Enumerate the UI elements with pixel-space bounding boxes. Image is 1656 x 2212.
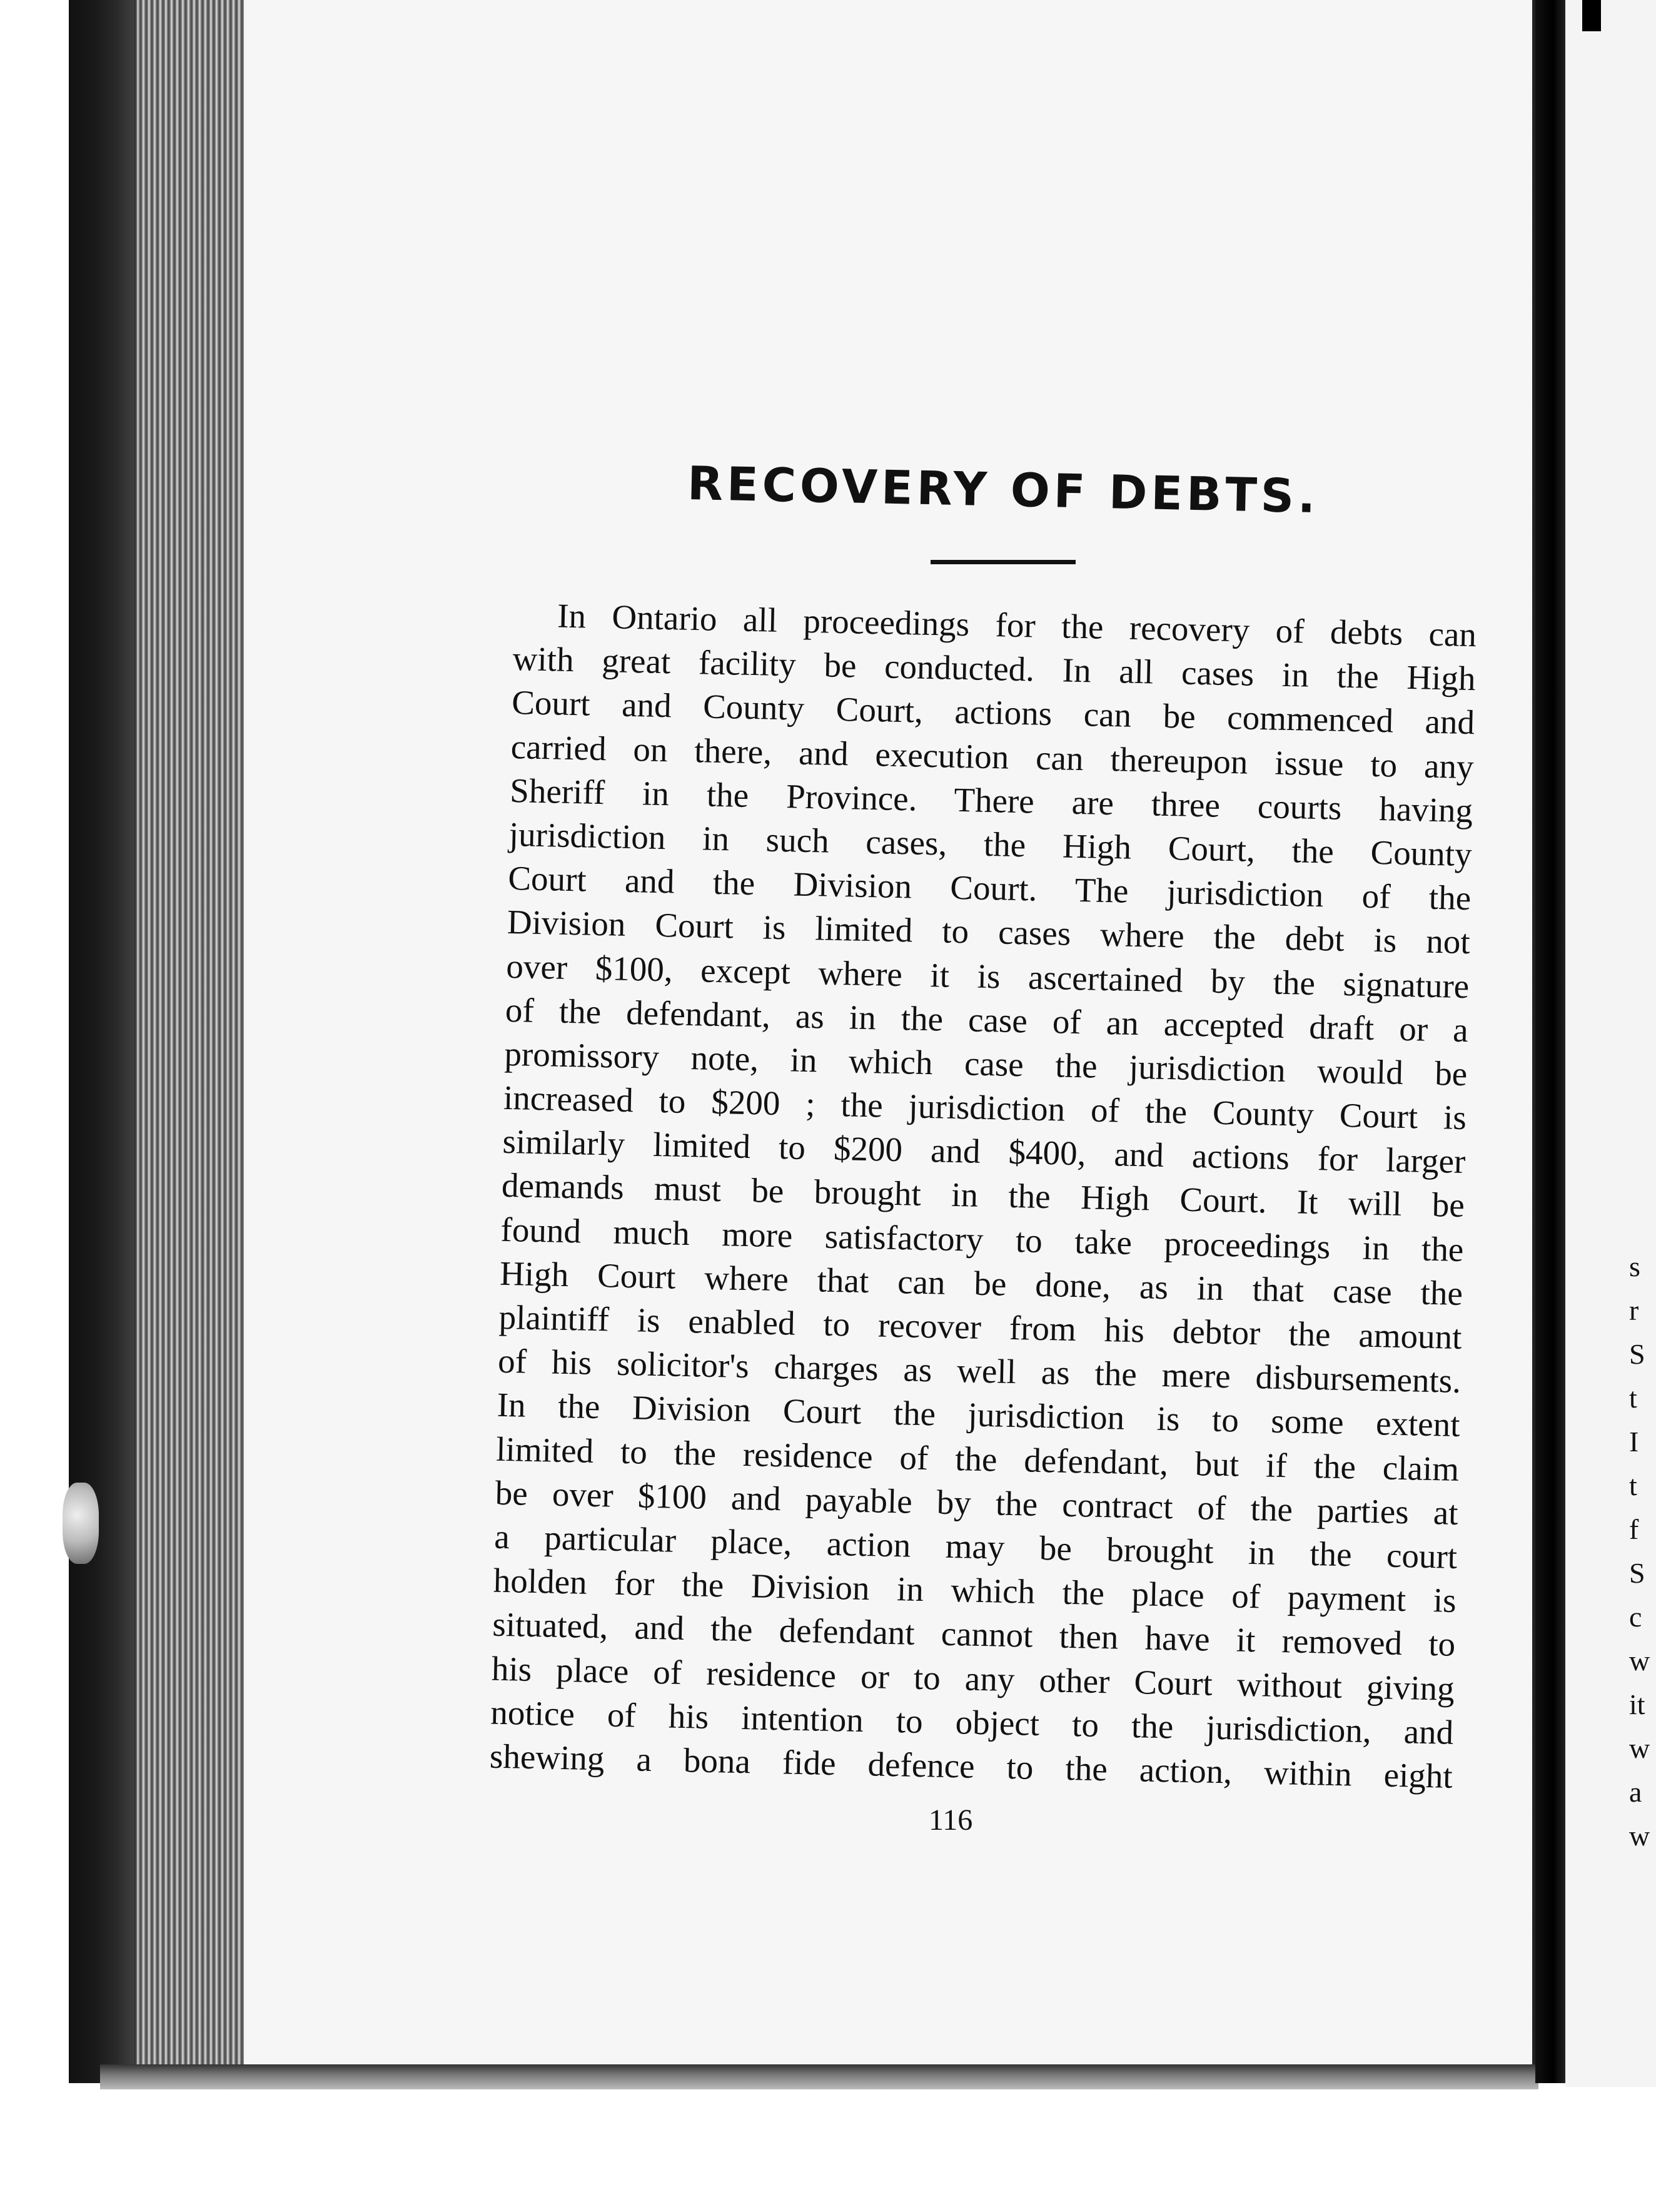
text-line: notice of his intention to object to the jurisdiction, and xyxy=(490,1693,1454,1752)
text-line: Court and County Court, actions can be commenced and xyxy=(511,683,1475,742)
text-line: Sheriff in the Province. There are three courts having xyxy=(509,771,1473,830)
text-line: situated, and the defendant cannot then have it removed to xyxy=(492,1605,1456,1664)
text-line: be over $100 and payable by the contract of the parties at xyxy=(495,1473,1459,1532)
facing-fragment: a xyxy=(1629,1776,1642,1808)
text-line: High Court where that can be done, as in that case the xyxy=(499,1254,1463,1312)
facing-fragment: it xyxy=(1629,1688,1645,1720)
page-bottom-shadow xyxy=(100,2064,1538,2089)
text-line: carried on there, and execution can thereupon issue to any xyxy=(510,727,1475,786)
text-line: limited to the residence of the defendant, but if the claim xyxy=(495,1429,1460,1488)
facing-fragment: w xyxy=(1629,1645,1650,1677)
text-line: with great facility be conducted. In all cases in the High xyxy=(512,639,1477,698)
book-left-edge xyxy=(0,0,156,2212)
facing-fragment: w xyxy=(1629,1732,1650,1764)
text-line: plaintiff is enabled to recover from his debtor the amount xyxy=(498,1297,1463,1356)
text-line: In Ontario all proceedings for the recovery of debts can xyxy=(557,596,1477,654)
page-stack-edge xyxy=(134,0,253,2089)
title-rule xyxy=(931,560,1076,564)
text-line: Division Court is limited to cases where the debt is not xyxy=(507,903,1471,961)
facing-fragment: I xyxy=(1629,1426,1639,1458)
text-line: shewing a bona fide defence to the action, within eight xyxy=(489,1737,1453,1795)
text-line: over $100, except where it is ascertained by the signature xyxy=(505,946,1470,1005)
text-line: jurisdiction in such cases, the High Court, the County xyxy=(508,814,1473,874)
text-line: a particular place, action may be brought in the court xyxy=(493,1517,1458,1576)
text-line: of his solicitor's charges as well as the mere disbursements. xyxy=(497,1341,1462,1401)
facing-fragment: r xyxy=(1629,1294,1639,1326)
facing-page-fragments xyxy=(1629,1245,1654,1858)
text-line: demands must be brought in the High Court. It will be xyxy=(501,1166,1465,1225)
text-line: increased to $200 ; the jurisdiction of the County Court is xyxy=(503,1078,1467,1137)
text-line: his place of residence or to any other Court without giving xyxy=(491,1649,1455,1708)
book-gutter xyxy=(1535,0,1565,2083)
facing-fragment: S xyxy=(1629,1557,1645,1589)
facing-fragment: f xyxy=(1629,1513,1639,1545)
facing-fragment: w xyxy=(1629,1820,1650,1852)
book-cover-edge xyxy=(69,0,138,2083)
body-text xyxy=(489,593,1477,1799)
facing-fragment: t xyxy=(1629,1469,1637,1501)
text-line: similarly limited to $200 and $400, and actions for larger xyxy=(502,1122,1466,1181)
text-line: promissory note, in which case the jurisdiction would be xyxy=(503,1034,1468,1093)
page-number: 116 xyxy=(929,1804,973,1837)
facing-fragment: S xyxy=(1629,1338,1645,1370)
scan-blemish xyxy=(63,1483,99,1564)
page-title: RECOVERY OF DEBTS. xyxy=(687,457,1320,524)
facing-fragment: s xyxy=(1629,1251,1640,1282)
text-line: holden for the Division in which the place of payment is xyxy=(493,1561,1457,1620)
text-line: of the defendant, as in the case of an accepted draft or a xyxy=(505,990,1469,1049)
facing-fragment: t xyxy=(1629,1382,1637,1414)
facing-page-top-mark xyxy=(1582,0,1601,31)
text-line: found much more satisfactory to take proceedings in the xyxy=(500,1210,1464,1269)
facing-fragment: c xyxy=(1629,1601,1642,1633)
text-line: Court and the Division Court. The jurisdiction of the xyxy=(507,859,1472,918)
text-line: In the Division Court the jurisdiction is to some extent xyxy=(497,1386,1461,1444)
